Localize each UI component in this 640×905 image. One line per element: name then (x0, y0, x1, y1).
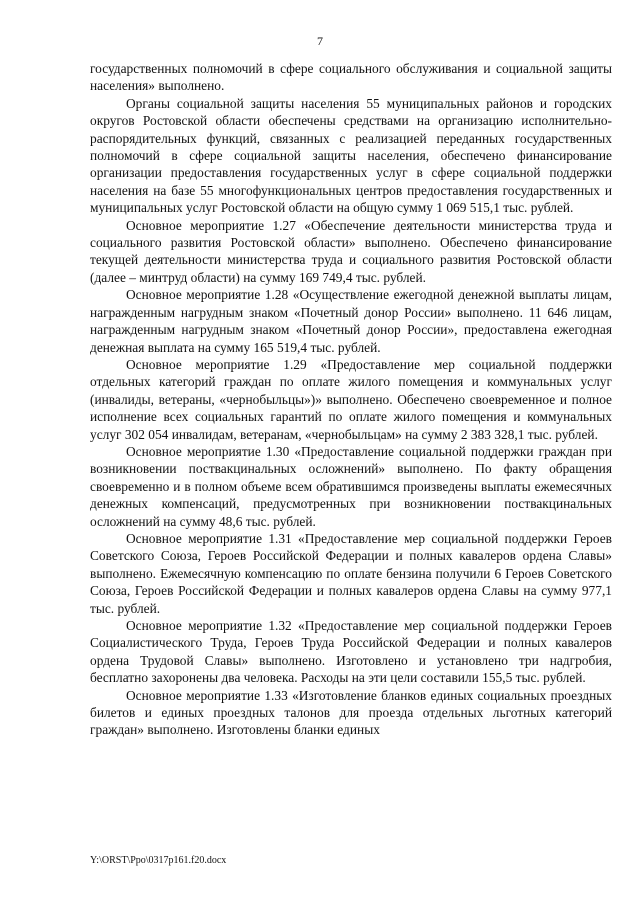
paragraph-2: Органы социальной защиты населения 55 муниципальных районов и городских округов Ростовской области обеспечены средствами на организацию исполнительно-распорядительных функций, связанных с реализацией переданных государственных полномочий в сфере социальной защиты населения, обеспечено финансирование организации предоставления государственных услуг в сфере социальной поддержки населения на базе 55 многофункциональных центров предоставления государственных и муниципальных услуг Ростовской области на общую сумму 1 069 515,1 тыс. рублей. (90, 95, 612, 216)
paragraph-4: Основное мероприятие 1.28 «Осуществление ежегодной денежной выплаты лицам, награжденным нагрудным знаком «Почетный донор России» выполнено. 11 646 лицам, награжденным нагрудным знаком «Почетный донор России», предоставлена ежегодная денежная выплата на сумму 165 519,4 тыс. рублей. (90, 287, 612, 355)
paragraph-7: Основное мероприятие 1.31 «Предоставление мер социальной поддержки Героев Советского Союза, Героев Российской Федерации и полных кавалеров ордена Славы» выполнено. Ежемесячную компенсацию по оплате бензина получили 6 Героев Советского Союза, Героев Российской Федерации и полных кавалеров ордена Славы на сумму 977,1 тыс. рублей. (90, 530, 612, 616)
paragraph-6: Основное мероприятие 1.30 «Предоставление социальной поддержки граждан при возникновении поствакцинальных осложнений» выполнено. По факту обращения своевременно и в полном объеме всем обратившимся произведены выплаты ежемесячных денежных компенсаций, предусмотренных при возникновении поствакцинальных осложнений на сумму 48,6 тыс. рублей. (90, 443, 612, 529)
paragraph-3: Основное мероприятие 1.27 «Обеспечение деятельности министерства труда и социального развития Ростовской области» выполнено. Обеспечено финансирование текущей деятельности министерства труда и социального развития Ростовской области (далее – минтруд области) на сумму 169 749,4 тыс. рублей. (90, 217, 612, 285)
document-body (90, 60, 612, 739)
footer-file-path: Y:\ORST\Ppo\0317p161.f20.docx (90, 855, 227, 866)
paragraph-5: Основное мероприятие 1.29 «Предоставление мер социальной поддержки отдельных категорий граждан по оплате жилого помещения и коммунальных услуг (инвалиды, ветераны, «чернобыльцы»)» выполнено. Обеспечено своевременное и полное исполнение всех социальных гарантий по оплате жилого помещения и коммунальных услуг 302 054 инвалидам, ветеранам, «чернобыльцам» на сумму 2 383 328,1 тыс. рублей. (90, 356, 612, 442)
paragraph-8: Основное мероприятие 1.32 «Предоставление мер социальной поддержки Героев Социалистического Труда, Героев Труда Российской Федерации и полных кавалеров ордена Трудовой Славы» выполнено. Изготовлено и установлено три надгробия, бесплатно захоронены два человека. Расходы на эти цели составили 155,5 тыс. рублей. (90, 618, 612, 686)
paragraph-9: Основное мероприятие 1.33 «Изготовление бланков единых социальных проездных билетов и единых проездных талонов для проезда отдельных льготных категорий граждан» выполнено. Изготовлены бланки единых (90, 687, 612, 738)
paragraph-1: государственных полномочий в сфере социального обслуживания и социальной защиты населения» выполнено. (90, 61, 612, 94)
page-number: 7 (317, 34, 323, 48)
